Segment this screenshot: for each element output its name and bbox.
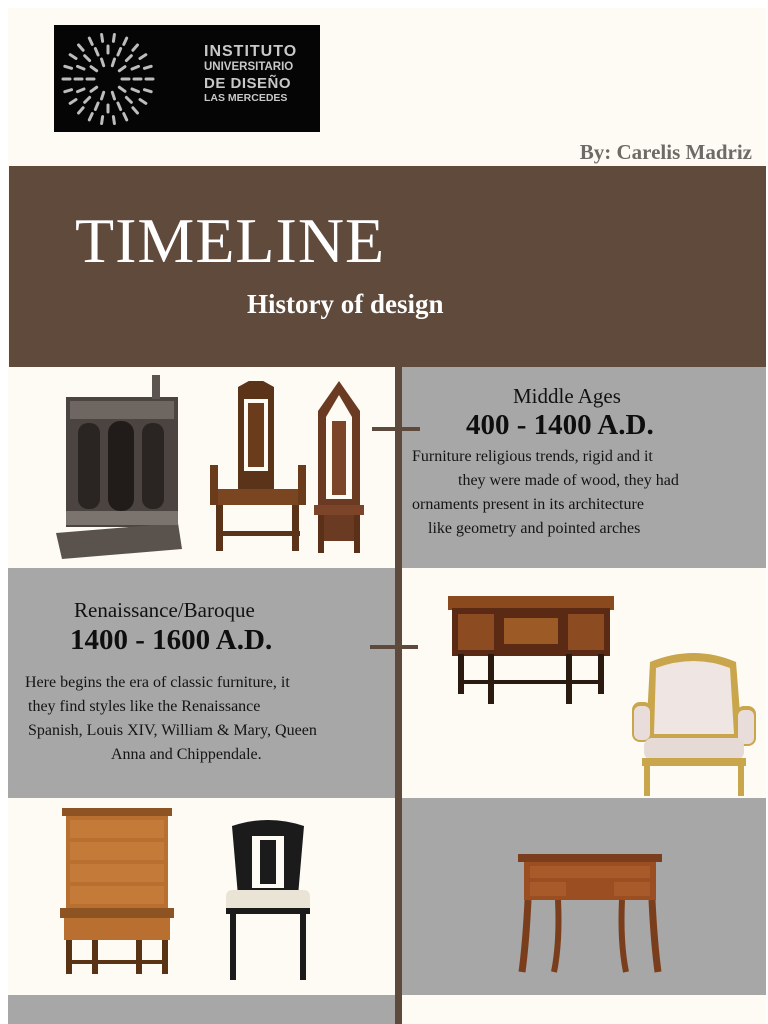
- chippendale-chair-image: [222, 816, 314, 982]
- renaissance-dates: 1400 - 1600 A.D.: [70, 624, 273, 656]
- renaissance-marker: [370, 645, 418, 649]
- description-line: they were made of wood, they had: [458, 472, 679, 489]
- description-line: they find styles like the Renaissance: [28, 698, 261, 715]
- description-line: ornaments present in its architecture: [412, 496, 644, 513]
- middle-ages-dates: 400 - 1400 A.D.: [466, 409, 654, 441]
- description-line: Here begins the era of classic furniture, it: [25, 674, 290, 691]
- gothic-cabinet-image: [52, 373, 184, 563]
- queen-anne-lowboy-image: [518, 852, 662, 978]
- page-title: TIMELINE: [75, 205, 386, 276]
- title-banner: [9, 166, 766, 367]
- gothic-chair-side-image: [310, 381, 368, 555]
- sunburst-logo-icon: [54, 25, 164, 132]
- gothic-chair-front-image: [206, 381, 310, 553]
- author-byline: By: Carelis Madriz: [579, 140, 752, 164]
- middle-ages-info-panel: [402, 367, 766, 568]
- renaissance-info-panel: [8, 568, 395, 798]
- logo-line-2: UNIVERSITARIO: [204, 61, 294, 73]
- next-era-panel-right: [402, 995, 766, 1024]
- logo-line-4: LAS MERCEDES: [204, 91, 288, 104]
- middle-ages-description: [412, 445, 679, 541]
- description-line: Anna and Chippendale.: [111, 746, 262, 763]
- baroque-desk-image: [448, 588, 614, 710]
- description-line: Furniture religious trends, rigid and it: [412, 448, 653, 465]
- institute-logo: [54, 25, 320, 132]
- middle-ages-image-panel: [8, 367, 395, 568]
- page-subtitle: History of design: [247, 289, 444, 319]
- logo-line-3: DE DISEÑO: [204, 74, 292, 92]
- next-era-panel-left: [8, 995, 395, 1024]
- renaissance-description: [25, 671, 317, 767]
- description-line: like geometry and pointed arches: [428, 520, 641, 537]
- timeline-spine: [395, 367, 402, 1024]
- queen-anne-image-panel: [402, 798, 766, 995]
- middle-ages-marker: [372, 427, 420, 431]
- middle-ages-heading: Middle Ages: [513, 384, 621, 408]
- renaissance-heading: Renaissance/Baroque: [74, 598, 255, 622]
- renaissance-image-panel: [402, 568, 766, 798]
- colonial-image-panel: [8, 798, 395, 995]
- timeline-page: [8, 8, 766, 1024]
- description-line: Spanish, Louis XIV, William & Mary, Queen: [28, 722, 317, 739]
- louis-xiv-armchair-image: [624, 650, 764, 798]
- logo-line-1: INSTITUTO: [204, 43, 298, 60]
- highboy-chest-image: [58, 808, 176, 978]
